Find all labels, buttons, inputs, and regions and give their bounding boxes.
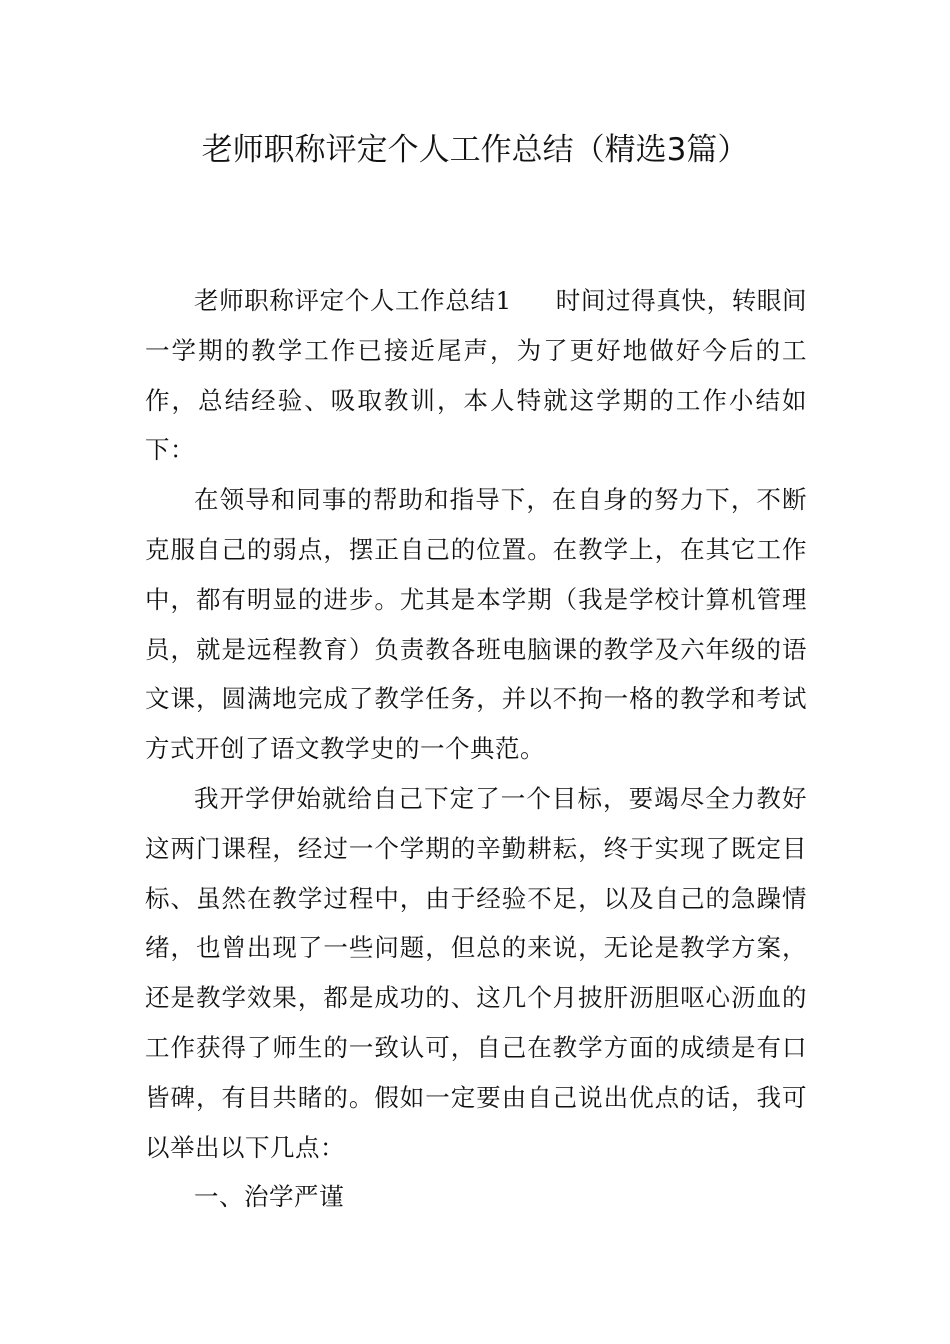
document-title: 老师职称评定个人工作总结（精选3篇） [201,132,749,168]
section-heading-1: 一、治学严谨 [194,1182,344,1212]
summary-1-heading: 老师职称评定个人工作总结1 [194,286,512,315]
paragraph-1-text: 时间过得真快，转眼间一学期的教学工作已接近尾声，为了更好地做好今后的工作，总结经验、吸取教训，本人特就这学期的工作小结如下： [145,286,807,465]
paragraph-1 [145,276,807,475]
paragraph-2-text: 在领导和同事的帮助和指导下，在自身的努力下，不断克服自己的弱点，摆正自己的位置。在教学上，在其它工作中，都有明显的进步。尤其是本学期（我是学校计算机管理员，就是远程教育）负责教各班电脑课的教学及六年级的语文课，圆满地完成了教学任务，并以不拘一格的教学和考试方式开创了语文教学史的一个典范。 [145,485,807,764]
document-body [145,276,807,1222]
paragraph-2 [145,475,807,774]
paragraph-3-text: 我开学伊始就给自己下定了一个目标，要竭尽全力教好这两门课程，经过一个学期的辛勤耕耘，终于实现了既定目标、虽然在教学过程中，由于经验不足，以及自己的急躁情绪，也曾出现了一些问题，但总的来说，无论是教学方案，还是教学效果，都是成功的、这几个月披肝沥胆呕心沥血的工作获得了师生的一致认可，自己在教学方面的成绩是有口皆碑，有目共睹的。假如一定要由自己说出优点的话，我可以举出以下几点： [145,783,807,1162]
paragraph-3 [145,774,807,1172]
